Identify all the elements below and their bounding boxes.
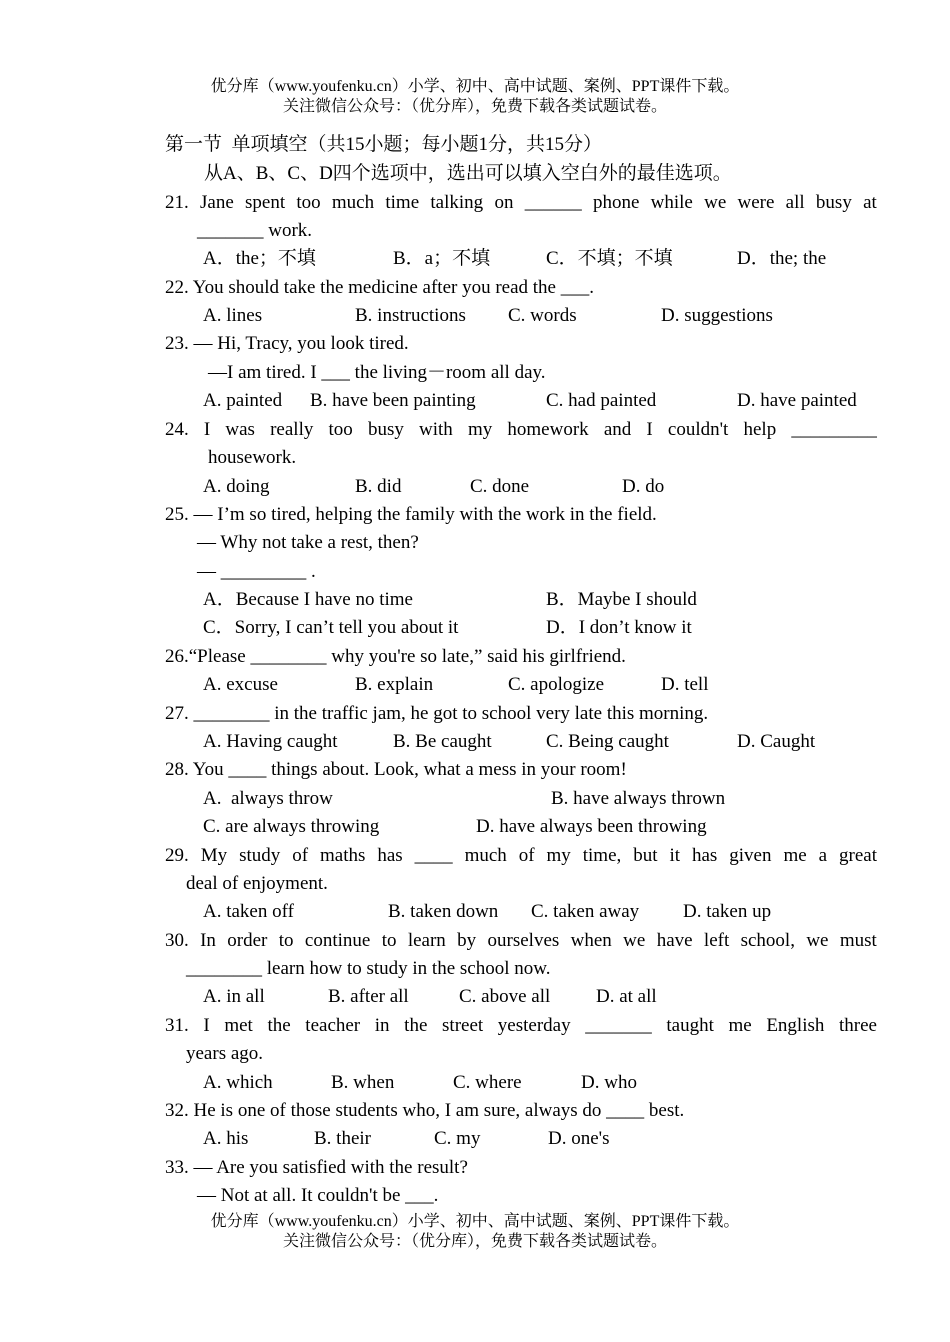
- question-29-cont: deal of enjoyment.: [186, 873, 328, 894]
- word: ______: [524, 192, 582, 213]
- word: couldn't: [667, 419, 729, 440]
- word: of: [292, 845, 309, 866]
- word: learn: [407, 930, 446, 951]
- word: ourselves: [487, 930, 560, 951]
- word: school,: [740, 930, 795, 951]
- word: busy: [815, 192, 852, 213]
- word: continue: [304, 930, 371, 951]
- word: maths: [319, 845, 366, 866]
- section-instruction: 从A、B、C、D四个选项中，选出可以填入空白外的最佳选项。: [204, 163, 732, 184]
- word: I: [203, 1015, 210, 1036]
- q22-option-d: D. suggestions: [661, 305, 773, 326]
- q26-option-d: D. tell: [661, 674, 709, 695]
- question-33: 33. — Are you satisfied with the result?: [165, 1157, 468, 1178]
- q31-option-c: C. where: [453, 1072, 522, 1093]
- word: I: [646, 419, 653, 440]
- word: homework: [507, 419, 589, 440]
- question-25-cont2: — _________ .: [197, 561, 316, 582]
- word: when: [570, 930, 612, 951]
- word: with: [419, 419, 453, 440]
- word: really: [270, 419, 314, 440]
- word: to: [381, 930, 397, 951]
- word: great: [839, 845, 877, 866]
- word: much: [464, 845, 507, 866]
- word: street: [442, 1015, 484, 1036]
- q27-option-d: D. Caught: [737, 731, 816, 752]
- q21-option-a: A．the；不填: [203, 248, 316, 269]
- word: English: [766, 1015, 825, 1036]
- word: has: [377, 845, 403, 866]
- q32-option-a: A. his: [203, 1128, 249, 1149]
- question-21-cont: _______ work.: [197, 220, 313, 241]
- word: has: [691, 845, 718, 866]
- word: in: [374, 1015, 390, 1036]
- q25-option-b: B．Maybe I should: [546, 589, 697, 610]
- q27-option-a: A. Having caught: [203, 731, 338, 752]
- question-32: 32. He is one of those students who, I am sure, always do ____ best.: [165, 1100, 685, 1121]
- word: _________: [791, 419, 877, 440]
- word: I: [203, 419, 211, 440]
- q21-option-b: B．a；不填: [393, 248, 491, 269]
- q25-option-d: D．I don’t know it: [546, 617, 692, 638]
- question-29: [165, 845, 877, 867]
- word: taught: [666, 1015, 714, 1036]
- word: three: [839, 1015, 877, 1036]
- question-21: [165, 192, 877, 214]
- q24-option-c: C. done: [470, 476, 530, 497]
- q30-option-d: D. at all: [596, 986, 657, 1007]
- q32-option-b: B. their: [314, 1128, 371, 1149]
- section-title: 第一节 单项填空（共15小题；每小题1分，共15分）: [165, 134, 603, 155]
- q30-option-b: B. after all: [328, 986, 409, 1007]
- word: left: [703, 930, 730, 951]
- word: In: [200, 930, 216, 951]
- word: time,: [582, 845, 622, 866]
- word: given: [729, 845, 772, 866]
- q27-option-b: B. Be caught: [393, 731, 492, 752]
- word: we: [806, 930, 829, 951]
- question-24-cont: housework.: [208, 447, 297, 468]
- question-27: 27. ________ in the traffic jam, he got to school very late this morning.: [165, 703, 709, 724]
- q23-option-d: D. have painted: [737, 390, 857, 411]
- q25-option-a: A．Because I have no time: [203, 589, 413, 610]
- word: study: [239, 845, 281, 866]
- word: My: [200, 845, 228, 866]
- word: was: [225, 419, 255, 440]
- word: on: [494, 192, 514, 213]
- word: talking: [430, 192, 484, 213]
- question-26: 26.“Please ________ why you're so late,” said his girlfriend.: [165, 646, 626, 667]
- q27-option-c: C. Being caught: [546, 731, 669, 752]
- footer-line-2: 关注微信公众号：（优分库），免费下载各类试题试卷。: [282, 1233, 667, 1250]
- footer-line-1: 优分库（www.youfenku.cn）小学、初中、高中试题、案例、PPT课件下载。: [210, 1213, 740, 1230]
- word: much: [331, 192, 375, 213]
- word: we: [623, 930, 646, 951]
- word: too: [296, 192, 321, 213]
- word: _______: [585, 1015, 652, 1036]
- q26-option-a: A. excuse: [203, 674, 278, 695]
- question-23: 23. — Hi, Tracy, you look tired.: [165, 333, 409, 354]
- question-31: [165, 1015, 877, 1037]
- header-line-1: 优分库（www.youfenku.cn）小学、初中、高中试题、案例、PPT课件下载。: [210, 78, 740, 95]
- q22-option-b: B. instructions: [355, 305, 466, 326]
- question-25-cont: — Why not take a rest, then?: [197, 532, 419, 553]
- word: at: [863, 192, 877, 213]
- word: and: [603, 419, 632, 440]
- word: order: [227, 930, 268, 951]
- word: 21.: [165, 192, 189, 213]
- q29-option-b: B. taken down: [388, 901, 499, 922]
- q28-option-a: A. always throw: [203, 788, 333, 809]
- q24-option-d: D. do: [622, 476, 665, 497]
- q21-option-c: C．不填；不填: [546, 248, 673, 269]
- q28-option-c: C. are always throwing: [203, 816, 380, 837]
- word: my: [467, 419, 493, 440]
- word: we: [704, 192, 727, 213]
- q26-option-b: B. explain: [355, 674, 434, 695]
- word: of: [518, 845, 535, 866]
- word: 29.: [165, 845, 189, 866]
- word: by: [457, 930, 477, 951]
- word: ____: [414, 845, 453, 866]
- header-line-2: 关注微信公众号：（优分库），免费下载各类试题试卷。: [282, 98, 667, 115]
- q25-option-c: C．Sorry, I can’t tell you about it: [203, 617, 459, 638]
- word: too: [328, 419, 353, 440]
- q30-option-a: A. in all: [203, 986, 265, 1007]
- q29-option-c: C. taken away: [531, 901, 640, 922]
- word: time: [385, 192, 420, 213]
- word: my: [546, 845, 571, 866]
- q28-option-b: B. have always thrown: [551, 788, 726, 809]
- question-31-cont: years ago.: [186, 1043, 264, 1064]
- word: the: [267, 1015, 291, 1036]
- q32-option-c: C. my: [434, 1128, 481, 1149]
- q22-option-a: A. lines: [203, 305, 263, 326]
- q23-option-a: A. painted: [203, 390, 283, 411]
- word: it: [669, 845, 681, 866]
- q24-option-b: B. did: [355, 476, 402, 497]
- q29-option-a: A. taken off: [203, 901, 294, 922]
- word: all: [785, 192, 805, 213]
- question-33-cont: — Not at all. It couldn't be ___.: [197, 1185, 439, 1206]
- word: busy: [367, 419, 404, 440]
- word: phone: [592, 192, 640, 213]
- question-23-cont: —I am tired. I ___ the living－room all day.: [208, 362, 546, 383]
- word: teacher: [305, 1015, 361, 1036]
- word: me: [728, 1015, 752, 1036]
- q28-option-d: D. have always been throwing: [476, 816, 707, 837]
- question-25: 25. — I’m so tired, helping the family with the work in the field.: [165, 504, 657, 525]
- q31-option-a: A. which: [203, 1072, 273, 1093]
- question-28: 28. You ____ things about. Look, what a mess in your room!: [165, 759, 627, 780]
- question-30: [165, 930, 877, 952]
- q31-option-b: B. when: [331, 1072, 395, 1093]
- word: 31.: [165, 1015, 189, 1036]
- q24-option-a: A. doing: [203, 476, 270, 497]
- q29-option-d: D. taken up: [683, 901, 772, 922]
- word: Jane: [200, 192, 234, 213]
- word: met: [224, 1015, 253, 1036]
- word: help: [743, 419, 777, 440]
- q32-option-d: D. one's: [548, 1128, 610, 1149]
- q21-option-d: D．the; the: [737, 248, 827, 269]
- question-22: 22. You should take the medicine after you read the ___.: [165, 277, 594, 298]
- word: yesterday: [497, 1015, 571, 1036]
- word: but: [633, 845, 658, 866]
- question-30-cont: ________ learn how to study in the school now.: [186, 958, 551, 979]
- q22-option-c: C. words: [508, 305, 577, 326]
- q23-option-b: B. have been painting: [310, 390, 476, 411]
- word: a: [818, 845, 828, 866]
- word: while: [650, 192, 693, 213]
- q31-option-d: D. who: [581, 1072, 637, 1093]
- question-24: [165, 419, 877, 441]
- word: 24.: [165, 419, 189, 440]
- word: 30.: [165, 930, 189, 951]
- q30-option-c: C. above all: [459, 986, 551, 1007]
- word: spent: [245, 192, 286, 213]
- q23-option-c: C. had painted: [546, 390, 657, 411]
- q26-option-c: C. apologize: [508, 674, 605, 695]
- word: must: [839, 930, 877, 951]
- word: me: [783, 845, 807, 866]
- word: have: [656, 930, 693, 951]
- word: were: [737, 192, 775, 213]
- word: the: [404, 1015, 428, 1036]
- word: to: [278, 930, 294, 951]
